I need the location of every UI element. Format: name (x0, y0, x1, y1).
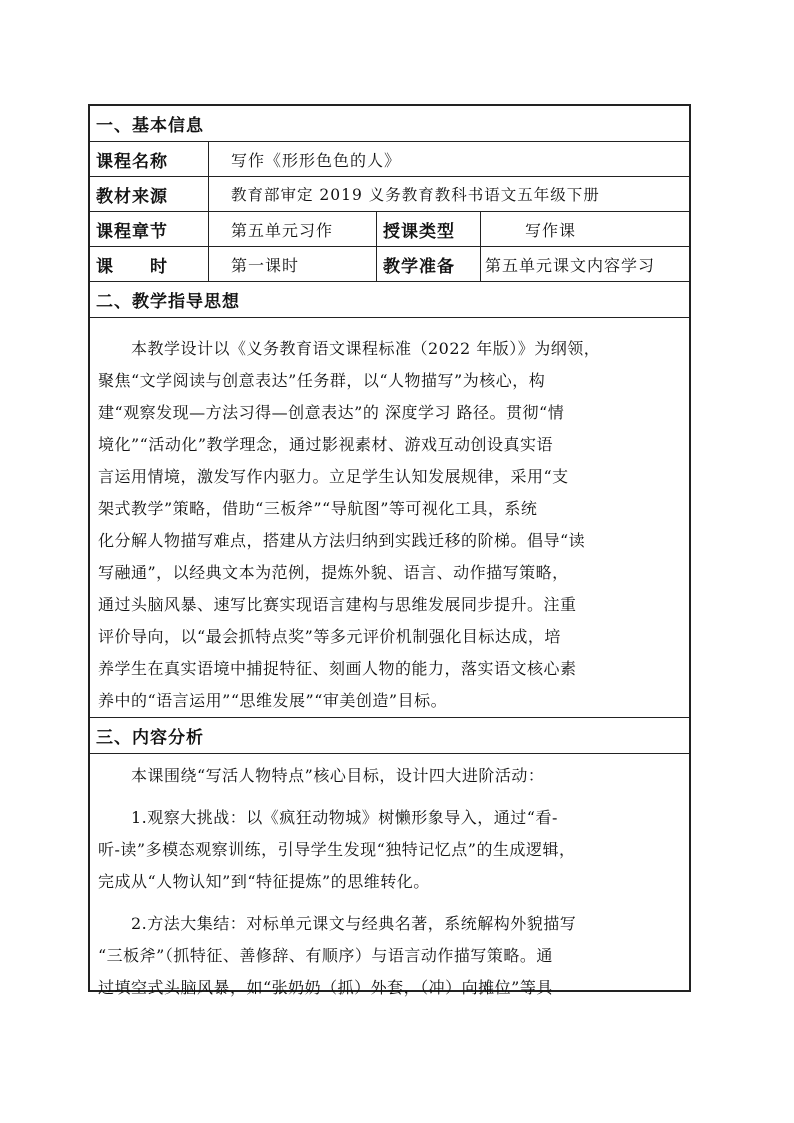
chapter-row (90, 212, 689, 247)
lesson-plan-table (88, 104, 691, 997)
chapter-label: 课程章节 (96, 221, 168, 242)
chapter-value (208, 212, 376, 246)
section2-heading-row (90, 282, 689, 318)
course-name-text: 写作《形形色色的人》 (231, 150, 402, 170)
chapter-text: 第五单元习作 (231, 220, 334, 240)
course-name-row (90, 142, 689, 177)
course-name-value (208, 142, 689, 176)
course-name-label: 课程名称 (96, 151, 168, 172)
type-text: 写作课 (525, 220, 577, 240)
activity2-line: “三板斧”（抓特征、善修辞、有顺序）与语言动作描写策略。通 (98, 946, 553, 965)
section3-heading: 三、内容分析 (96, 728, 204, 748)
material-text: 教育部审定 2019 义务教育教科书语文五年级下册 (231, 186, 600, 204)
activity2-line: 2.方法大集结：对标单元课文与经典名著，系统解构外貌描写 (98, 914, 577, 933)
activity2-line: 过填空式头脑风暴，如“张奶奶（抓）外套，（冲）向摊位”等具 (98, 978, 553, 997)
section3-body (98, 754, 681, 997)
guide-line: 言运用情境，激发写作内驱力。立足学生认知发展规律，采用“支 (98, 467, 569, 486)
guide-line: 通过头脑风暴、速写比赛实现语言建构与思维发展同步提升。注重 (98, 595, 577, 614)
section1-heading: 一、基本信息 (96, 116, 204, 136)
material-row (90, 177, 689, 212)
guide-line: 养中的“语言运用”“思维发展”“审美创造”目标。 (98, 691, 448, 710)
type-value (480, 212, 689, 246)
section2-body-row (90, 318, 689, 718)
prep-value (480, 247, 689, 281)
guide-line: 本教学设计以《义务教育语文课程标准（2022 年版）》为纲领， (98, 339, 601, 358)
activity1-line: 1.观察大挑战：以《疯狂动物城》树懒形象导入，通过“看- (98, 808, 558, 827)
activity1-line: 完成从“人物认知”到“特征提炼”的思维转化。 (98, 872, 430, 891)
material-value (208, 177, 689, 211)
section2-heading: 二、教学指导思想 (96, 292, 240, 312)
type-label: 授课类型 (376, 212, 480, 246)
section1-heading-row (90, 106, 689, 142)
section3-heading-row (90, 718, 689, 754)
prep-label: 教学准备 (376, 247, 480, 281)
guide-line: 境化”“活动化”教学理念，通过影视素材、游戏互动创设真实语 (98, 435, 554, 454)
guide-line: 建“观察发现—方法习得—创意表达”的 深度学习 路径。贯彻“情 (98, 403, 565, 422)
content-intro: 本课围绕“写活人物特点”核心目标，设计四大进阶活动： (98, 766, 545, 785)
prep-text: 第五单元课文内容学习 (485, 255, 656, 275)
guide-line: 养学生在真实语境中捕捉特征、刻画人物的能力，落实语文核心素 (98, 659, 577, 678)
guide-line: 聚焦“文学阅读与创意表达”任务群，以“人物描写”为核心，构 (98, 371, 546, 390)
guide-line: 架式教学”策略，借助“三板斧”“导航图”等可视化工具，系统 (98, 499, 538, 518)
guide-line: 评价导向，以“最会抓特点奖”等多元评价机制强化目标达成，培 (98, 627, 561, 646)
guide-line: 化分解人物描写难点，搭建从方法归纳到实践迁移的阶梯。倡导“读 (98, 531, 586, 550)
period-label: 课 时 (96, 256, 168, 277)
period-text: 第一课时 (231, 255, 300, 275)
guide-line: 写融通”，以经典文本为范例，提炼外貌、语言、动作描写策略， (98, 563, 569, 582)
period-row (90, 247, 689, 282)
material-label: 教材来源 (96, 186, 168, 207)
activity1-line: 听-读”多模态观察训练，引导学生发现“独特记忆点”的生成逻辑， (98, 840, 576, 859)
period-value (208, 247, 376, 281)
